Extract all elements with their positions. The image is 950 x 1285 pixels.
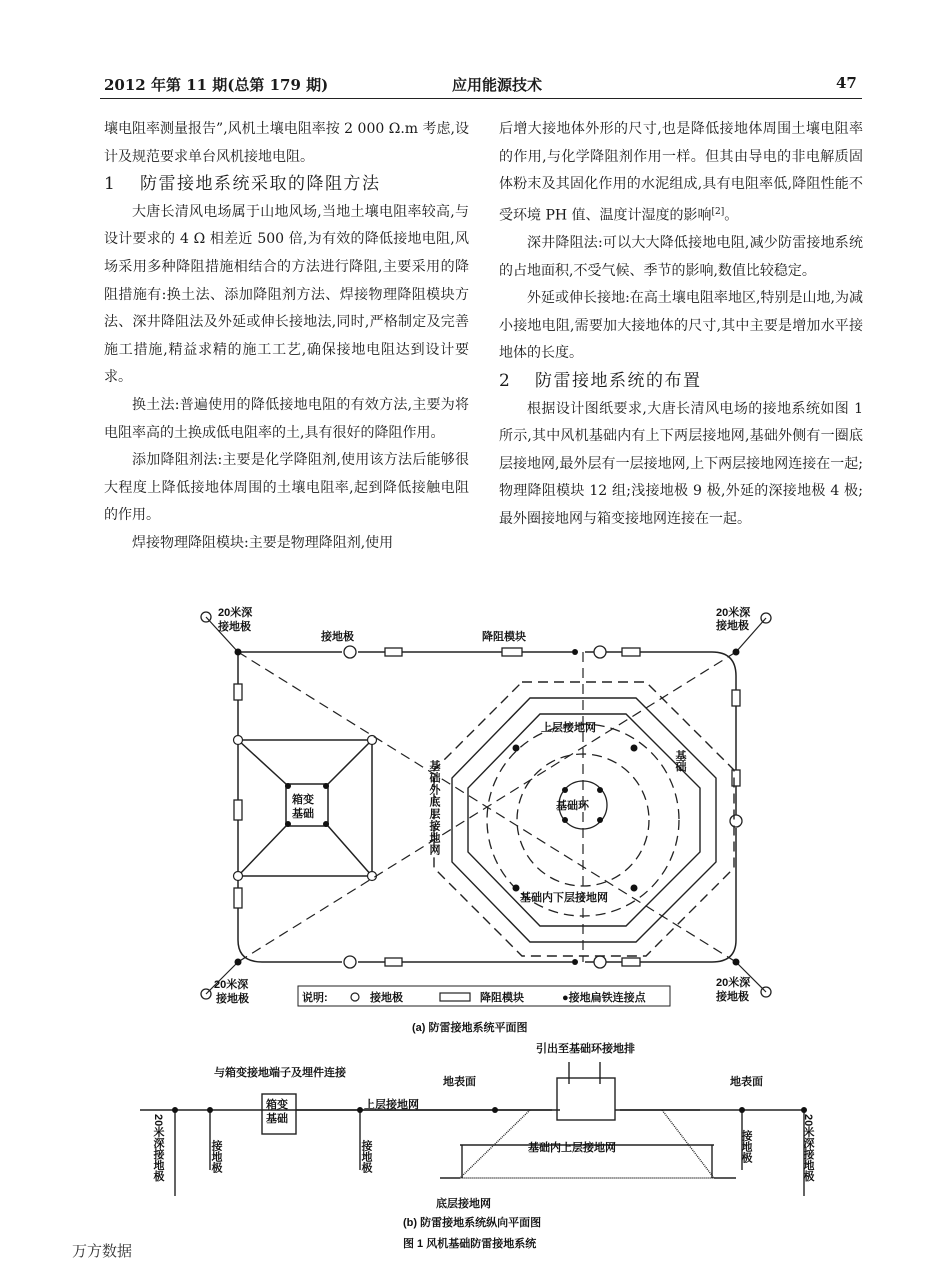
inner-upper-net-label: 基础内上层接地网 (528, 1142, 616, 1154)
box-label: 箱变 (266, 1099, 288, 1111)
ground-rod (594, 646, 606, 658)
section-title: 防雷接地系统采取的降阻方法 (140, 174, 381, 195)
paragraph: 深井降阻法:可以大大降低接地电阻,减少防雷接地系统的占地面积,不受气候、季节的影响,数值比较稳定。 (499, 235, 863, 279)
ground-rod (730, 815, 742, 827)
section-heading-1 (104, 171, 469, 199)
deep-rod-label: 20米深 (214, 979, 249, 991)
section-heading-2 (499, 368, 863, 396)
deep-rod-label: 接地极 (716, 991, 749, 1003)
paragraph-text: 后增大接地体外形的尺寸,也是降低接地体周围土壤电阻率的作用,与化学降阻剂作用一样。但其由导电的非电解质固体粉末及其固化作用的水泥组成,具有电阻率低,降阻性能不受环境 PH 值、温度计湿度的影响 (499, 121, 863, 224)
ground-rod (594, 956, 606, 968)
upper-net-label: 上层接地网 (541, 722, 596, 734)
paragraph: 大唐长清风电场属于山地风场,当地土壤电阻率较高,与设计要求的 4 Ω 相差近 500 倍,为有效的降低接地电阻,风场采用多种降阻措施相结合的方法进行降阻,主要采用的降阻措施有:换土法、添加降阻剂方法、焊接物理降阻模块方法、深井降阻法及外延或伸长接地法,同时,严格制定及完善施工措施,精益求精的施工工艺,确保接地电阻达到设计要求。 (104, 203, 469, 386)
paragraph: 添加降阻剂法:主要是化学降阻剂,使用该方法后能够很大程度上降低接地体周围的土壤电阻率,起到降低接触电阻的作用。 (104, 452, 469, 524)
caption-a: (a) 防雷接地系统平面图 (412, 1022, 528, 1034)
legend-rod: 接地极 (370, 992, 403, 1004)
foundation-side-label: 基础 (674, 750, 686, 772)
paragraph-end: 。 (724, 207, 739, 224)
module (732, 770, 740, 786)
module (502, 648, 522, 656)
bottom-net-label: 底层接地网 (436, 1198, 491, 1210)
section-title: 防雷接地系统的布置 (535, 371, 702, 391)
paragraph: 外延或伸长接地:在高土壤电阻率地区,特别是山地,为减小接地电阻,需要加大接地体的尺寸,其中主要是增加水平接地体的长度。 (499, 290, 863, 362)
deep-rod-label: 接地极 (716, 620, 749, 632)
section-number: 1 (104, 174, 117, 195)
box-label: 箱变 (292, 794, 314, 806)
module (234, 888, 242, 908)
box-label: 基础 (292, 808, 314, 820)
deep-rod-label: 接地极 (218, 621, 251, 633)
citation: [2] (711, 206, 725, 217)
paragraph (499, 116, 863, 230)
lead-out-label: 引出至基础环接地排 (536, 1043, 635, 1055)
ground-rod (344, 956, 356, 968)
upper-net-label: 上层接地网 (364, 1099, 419, 1111)
legend-module: 降阻模块 (480, 992, 524, 1004)
rod-label: 接地极 (740, 1130, 752, 1163)
paragraph: 根据设计图纸要求,大唐长清风电场的接地系统如图 1 所示,其中风机基础内有上下两层接地网,基础外侧有一圈底层接地网,最外层有一层接地网,上下两层接地网连接在一起;物理降阻模块 12 组;浅接地极 9 极,外延的深接地极 4 极;最外圈接地网与箱变接地网连接在一起。 (499, 400, 863, 527)
right-column (499, 116, 863, 534)
caption-b: (b) 防雷接地系统纵向平面图 (403, 1217, 542, 1229)
deep-rod-label: 20米深接地极 (802, 1114, 814, 1182)
deep-rod-label: 接地极 (216, 993, 249, 1005)
lower-net-label: 基础内下层接地网 (520, 892, 608, 904)
module (732, 690, 740, 706)
ground-rod-label: 接地极 (321, 631, 354, 643)
module (622, 958, 640, 966)
deep-rod-label: 20米深 (218, 607, 253, 619)
outer-net-label: 基础外底层接地网 (428, 760, 440, 856)
module (385, 958, 402, 966)
deep-rod-label: 20米深 (716, 607, 751, 619)
legend-point: ●接地扁铁连接点 (562, 992, 646, 1004)
watermark: 万方数据 (72, 1242, 133, 1260)
module (385, 648, 402, 656)
module (234, 684, 242, 700)
header-journal-title: 应用能源技术 (452, 76, 543, 94)
module-label: 降阻模块 (482, 631, 526, 643)
ground-surface-label: 地表面 (443, 1076, 476, 1088)
paragraph: 壤电阻率测量报告”,风机土壤电阻率按 2 000 Ω.m 考虑,设计及规范要求单台风机接地电阻。 (104, 121, 469, 165)
grounding-system-figure (135, 600, 825, 1260)
rod-label: 接地极 (360, 1140, 372, 1173)
header-rule (100, 98, 862, 99)
figure-caption: 图 1 风机基础防雷接地系统 (403, 1238, 537, 1250)
header-page-number: 47 (836, 74, 857, 92)
deep-rod-label: 20米深接地极 (152, 1114, 164, 1182)
rod-label: 接地极 (210, 1140, 222, 1173)
box-connect-label: 与箱变接地端子及埋件连接 (214, 1067, 346, 1079)
ground-surface-label: 地表面 (730, 1076, 763, 1088)
module (622, 648, 640, 656)
left-column (104, 116, 469, 558)
module (234, 800, 242, 820)
section-number: 2 (499, 371, 512, 391)
paragraph: 焊接物理降阻模块:主要是物理降阻剂,使用 (132, 534, 394, 551)
ground-rod (344, 646, 356, 658)
deep-rod-label: 20米深 (716, 977, 751, 989)
legend-title: 说明: (302, 992, 328, 1004)
legend (298, 986, 670, 1006)
paragraph: 换土法:普遍使用的降低接地电阻的有效方法,主要为将电阻率高的土换成低电阻率的土,具有很好的降阻作用。 (104, 396, 469, 441)
foundation-ring-label: 基础环 (556, 800, 589, 812)
header-issue: 2012 年第 11 期(总第 179 期) (104, 76, 329, 94)
box-label: 基础 (266, 1113, 288, 1125)
